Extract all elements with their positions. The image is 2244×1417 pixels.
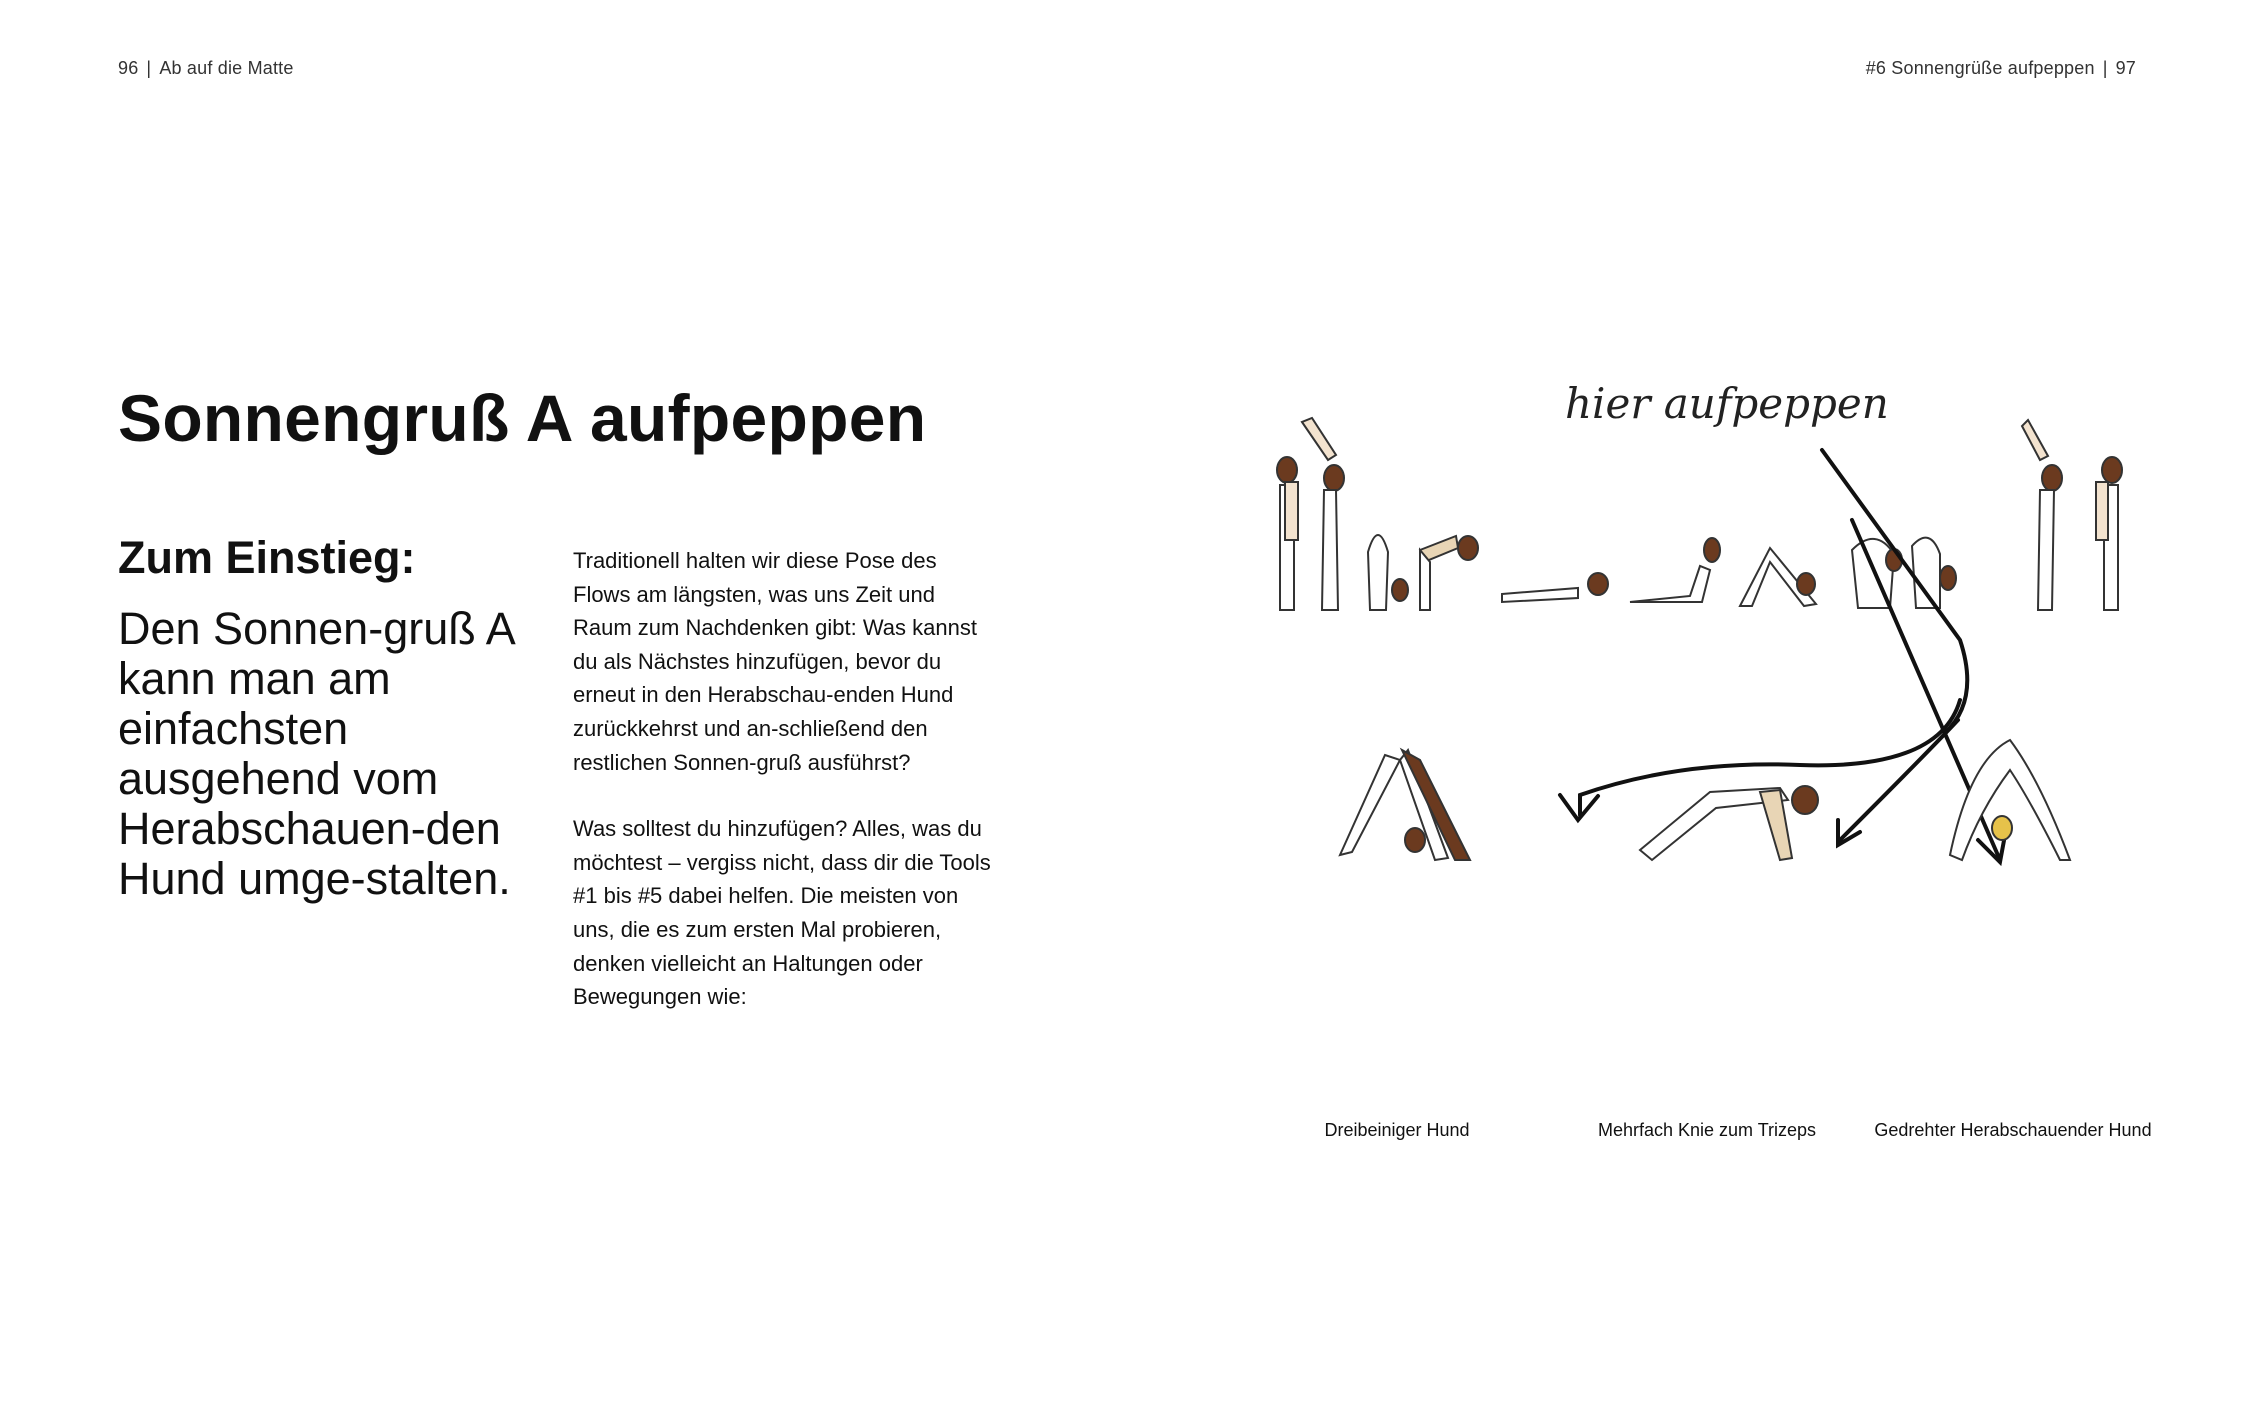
caption-twisted-downward-dog: Gedrehter Herabschauender Hund <box>1874 1120 2152 1140</box>
body-text-column <box>573 544 993 1047</box>
arrow-main <box>1822 450 1967 733</box>
figure-plank <box>1502 573 1608 602</box>
figure-upward-dog <box>1630 538 1720 602</box>
running-head-right <box>1866 58 2136 79</box>
figure-forward-fold-3 <box>1912 538 1956 608</box>
page-number-left: 96 <box>118 58 139 78</box>
figure-arms-raised-2 <box>2022 420 2062 610</box>
figure-three-legged-dog <box>1340 750 1470 860</box>
intro-text: Den Sonnen-gruß A kann man am einfachsten ausgehend vom Herabschauen-den Hund umge-stalten. <box>118 603 514 904</box>
section-name-right: #6 Sonnengrüße aufpeppen <box>1865 58 2095 78</box>
pose-sequence-row <box>1277 418 2122 610</box>
sun-salutation-illustration <box>1240 340 2160 900</box>
figure-standing-prayer <box>1277 457 1298 610</box>
section-subtitle: Zum Einstieg: <box>118 532 416 583</box>
figure-forward-fold-1 <box>1368 535 1408 610</box>
figure-standing-prayer-2 <box>2096 457 2122 610</box>
body-paragraph-2: Was solltest du hinzufügen? Alles, was du möchtest – vergiss nicht, dass dir die Tools #1 bis #5 dabei helfen. Die meisten von uns, die es zum ersten Mal probieren, denken vielleicht an Haltungen oder Bewegungen wie: <box>573 816 991 1010</box>
caption-three-legged-dog: Dreibeiniger Hund <box>1324 1120 1470 1140</box>
separator: | <box>2102 58 2108 78</box>
annotation-hier-aufpeppen: hier aufpeppen <box>1565 379 1889 428</box>
figure-half-lift <box>1420 536 1478 610</box>
arrow-middle <box>1840 720 1958 840</box>
page-title: Sonnengruß A aufpeppen <box>118 381 927 455</box>
running-head-left <box>118 58 294 79</box>
page-number-right: 97 <box>2115 58 2136 78</box>
figure-twisted-downward-dog <box>1950 740 2070 860</box>
caption-knee-to-triceps: Mehrfach Knie zum Trizeps <box>1597 1120 1817 1140</box>
section-name-left: Ab auf die Matte <box>159 58 294 78</box>
variation-poses <box>1340 740 2070 860</box>
figure-arms-raised <box>1302 418 1344 610</box>
figure-knee-to-triceps <box>1640 786 1818 860</box>
separator: | <box>146 58 152 78</box>
body-paragraph-1: Traditionell halten wir diese Pose des Flows am längsten, was uns Zeit und Raum zum Nachdenken gibt: Was kannst du als Nächstes hinzufügen, bevor du erneut in den Herabschau-enden Hund zurückkehrst und an-schließend den restlichen Sonnen-gruß ausführst? <box>573 548 977 775</box>
figure-downward-dog <box>1740 548 1816 606</box>
